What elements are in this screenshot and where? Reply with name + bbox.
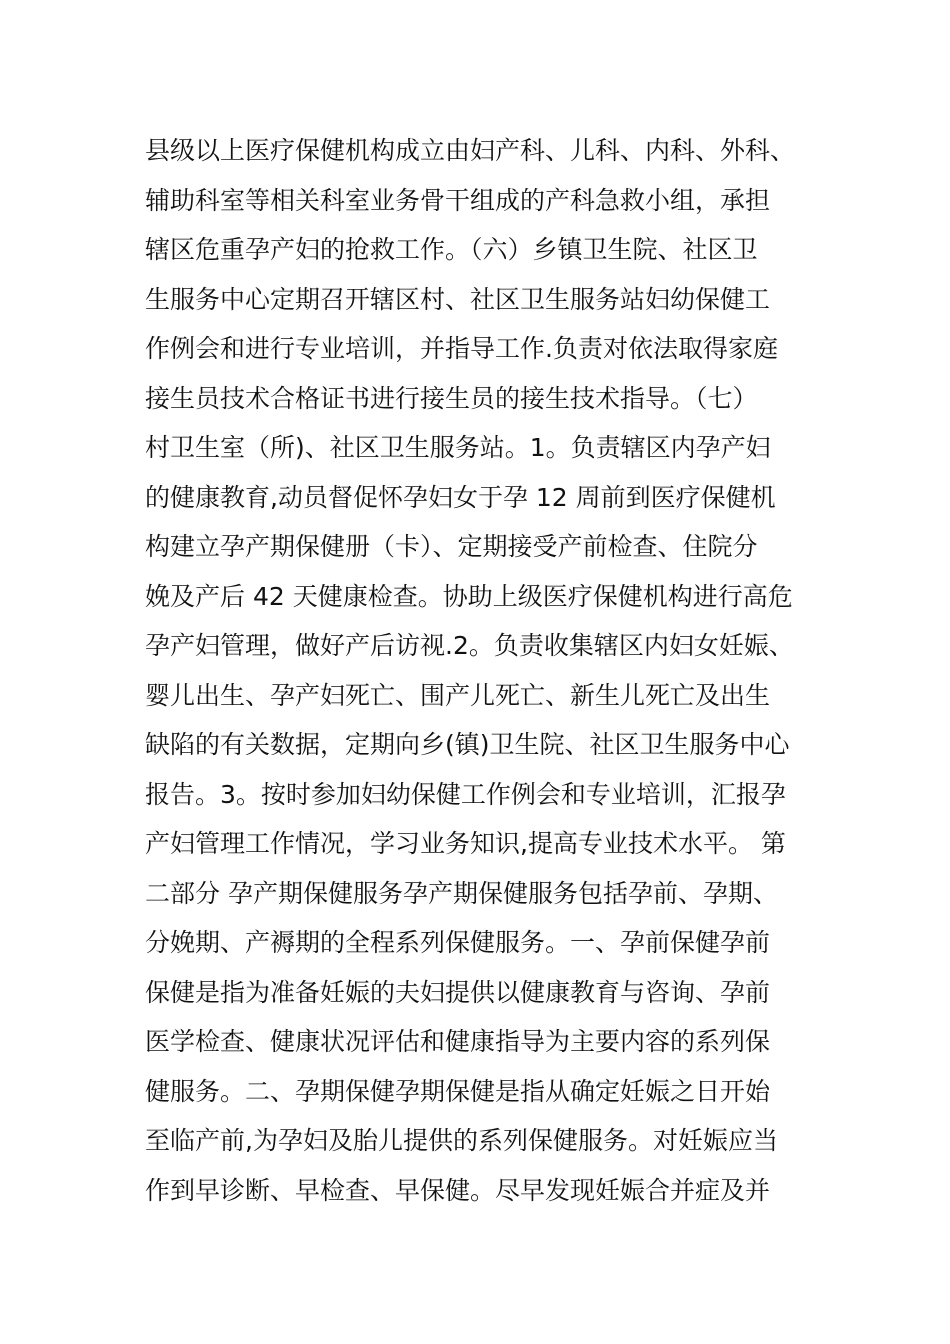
text-line-20: 健服务。二、孕期保健孕期保健是指从确定妊娠之日开始 bbox=[145, 1076, 771, 1106]
text-line-16: 二部分 孕产期保健服务孕产期保健服务包括孕前、孕期、 bbox=[145, 878, 778, 908]
text-line-13: 缺陷的有关数据，定期向乡(镇)卫生院、社区卫生服务中心 bbox=[145, 730, 790, 759]
text-line-8: 的健康教育,动员督促怀孕妇女于孕 12 周前到医疗保健机 bbox=[145, 482, 776, 512]
text-line-2: 辅助科室等相关科室业务骨干组成的产科急救小组，承担 bbox=[145, 185, 771, 215]
text-line-18: 保健是指为准备妊娠的夫妇提供以健康教育与咨询、孕前 bbox=[145, 977, 771, 1007]
text-line-5: 作例会和进行专业培训，并指导工作.负责对依法取得家庭 bbox=[145, 334, 778, 363]
text-line-12: 婴儿出生、孕产妇死亡、围产儿死亡、新生儿死亡及出生 bbox=[145, 680, 771, 710]
text-line-19: 医学检查、健康状况评估和健康指导为主要内容的系列保 bbox=[145, 1027, 771, 1056]
text-line-7: 村卫生室（所)、社区卫生服务站。1。负责辖区内孕产妇 bbox=[145, 433, 771, 462]
text-line-1: 县级以上医疗保健机构成立由妇产科、儿科、内科、外科、 bbox=[145, 136, 796, 165]
text-line-11: 孕产妇管理，做好产后访视.2。负责收集辖区内妇女妊娠、 bbox=[145, 631, 794, 660]
text-line-22: 作到早诊断、早检查、早保健。尽早发现妊娠合并症及并 bbox=[145, 1175, 771, 1205]
text-line-14: 报告。3。按时参加妇幼保健工作例会和专业培训，汇报孕 bbox=[145, 779, 786, 809]
text-line-4: 生服务中心定期召开辖区村、社区卫生服务站妇幼保健工 bbox=[145, 284, 771, 314]
text-line-6: 接生员技术合格证书进行接生员的接生技术指导。（七） bbox=[145, 383, 758, 413]
text-line-21: 至临产前,为孕妇及胎儿提供的系列保健服务。对妊娠应当 bbox=[145, 1126, 778, 1155]
text-line-10: 娩及产后 42 天健康检查。协助上级医疗保健机构进行高危 bbox=[145, 581, 793, 611]
text-line-3: 辖区危重孕产妇的抢救工作。（六）乡镇卫生院、社区卫 bbox=[145, 235, 758, 264]
text-line-9: 构建立孕产期保健册（卡）、定期接受产前检查、住院分 bbox=[145, 532, 758, 561]
text-line-17: 分娩期、产褥期的全程系列保健服务。一、孕前保健孕前 bbox=[145, 928, 771, 957]
text-line-15: 产妇管理工作情况，学习业务知识,提高专业技术水平。 第 bbox=[145, 829, 786, 858]
body-text bbox=[145, 126, 825, 1215]
